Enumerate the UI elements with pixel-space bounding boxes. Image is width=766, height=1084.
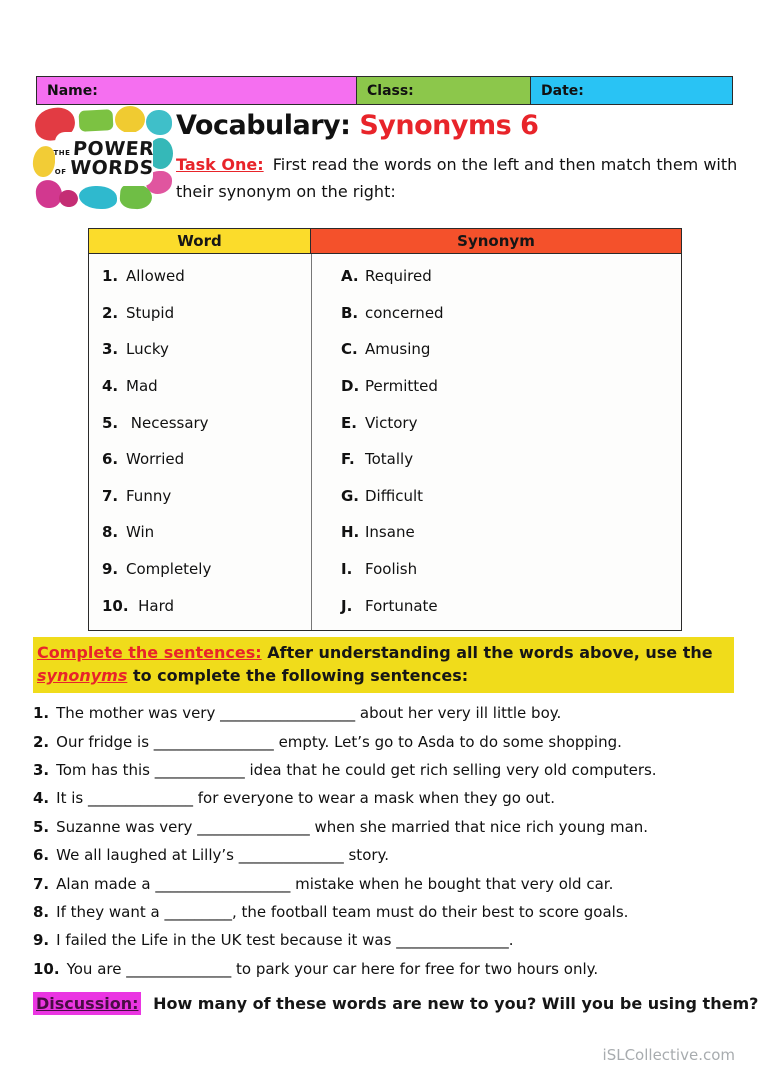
synonym-list	[311, 254, 681, 630]
matching-table	[88, 228, 682, 631]
title-black: Vocabulary:	[176, 110, 351, 141]
task-one-label: Task One:	[176, 155, 264, 174]
logo-blob	[146, 110, 172, 135]
discussion-line	[33, 994, 758, 1013]
name-label: Name:	[47, 82, 98, 99]
logo-blob	[78, 109, 113, 132]
synonym-item: D. Permitted	[341, 377, 438, 396]
sentence-item: 9. I failed the Life in the UK test because it was _______________.	[33, 931, 514, 950]
sentence-list	[33, 699, 753, 983]
date-field[interactable]	[530, 76, 733, 105]
title-red: Synonyms 6	[359, 110, 539, 141]
page-title	[176, 110, 758, 141]
word-item: 3. Lucky	[102, 340, 169, 359]
sentence-item: 1. The mother was very __________________ about her very ill little boy.	[33, 704, 562, 723]
word-item: 7. Funny	[102, 486, 172, 505]
task-one-instruction	[176, 151, 758, 205]
sentence-text: I failed the Life in the UK test because it was _______________.	[56, 931, 514, 950]
title-block	[176, 110, 758, 205]
instruction-text-before: After understanding all the words above, use the	[267, 643, 713, 662]
student-info-fields	[36, 76, 733, 105]
discussion-text: How many of these words are new to you? Will you be using them?	[153, 994, 759, 1013]
sentence-text: Alan made a __________________ mistake when he bought that very old car.	[56, 874, 614, 893]
word-item: 8. Win	[102, 523, 155, 542]
sentence-text: The mother was very __________________ about her very ill little boy.	[56, 704, 562, 723]
discussion-label: Discussion:	[33, 992, 141, 1015]
synonym-column-header: Synonym	[311, 229, 681, 253]
islcollective-watermark: iSLCollective.com	[602, 1046, 735, 1064]
synonym-item: H. Insane	[341, 523, 415, 542]
synonym-item: C. Amusing	[341, 340, 431, 359]
synonym-item: A. Required	[341, 267, 432, 286]
synonym-item: I. Foolish	[341, 560, 418, 579]
power-of-words-logo	[33, 106, 173, 210]
sentence-text: You are ______________ to park your car here for free for two hours only.	[66, 959, 599, 978]
word-item: 4. Mad	[102, 377, 158, 396]
sentence-item: 2. Our fridge is ________________ empty. Let’s go to Asda to do some shopping.	[33, 732, 622, 751]
word-column-header: Word	[89, 229, 311, 253]
sentence-item: 3. Tom has this ____________ idea that he could get rich selling very old computers.	[33, 760, 657, 779]
word-item: 5. Necessary	[102, 413, 209, 432]
table-body	[89, 254, 681, 630]
logo-text	[53, 132, 156, 186]
sentence-item: 4. It is ______________ for everyone to wear a mask when they go out.	[33, 789, 556, 808]
sentence-text: We all laughed at Lilly’s ______________ story.	[56, 846, 390, 865]
synonym-item: B. concerned	[341, 303, 444, 322]
class-label: Class:	[367, 82, 414, 99]
sentence-text: Our fridge is ________________ empty. Let’s go to Asda to do some shopping.	[56, 732, 622, 751]
logo-the: THE	[53, 149, 71, 157]
sentence-item: 5. Suzanne was very _______________ when she married that nice rich young man.	[33, 817, 649, 836]
logo-of: OF	[54, 168, 67, 176]
word-item: 6. Worried	[102, 450, 185, 469]
word-item: 9. Completely	[102, 560, 212, 579]
word-item: 1. Allowed	[102, 267, 185, 286]
synonym-item: G. Difficult	[341, 486, 424, 505]
instruction-text-after: to complete the following sentences:	[132, 666, 469, 685]
word-item: 10. Hard	[102, 596, 175, 615]
sentence-text: If they want a _________, the football team must do their best to score goals.	[56, 902, 629, 921]
synonym-item: E. Victory	[341, 413, 418, 432]
complete-sentences-instruction	[33, 637, 734, 693]
sentence-text: Suzanne was very _______________ when she married that nice rich young man.	[56, 817, 649, 836]
word-item: 2. Stupid	[102, 303, 175, 322]
date-label: Date:	[541, 82, 584, 99]
word-list	[89, 254, 311, 630]
table-header-row	[89, 229, 681, 254]
sentence-text: It is ______________ for everyone to wear a mask when they go out.	[56, 789, 556, 808]
class-field[interactable]	[356, 76, 531, 105]
logo-blob	[79, 186, 117, 209]
logo-blob	[58, 188, 80, 208]
synonyms-emphasis: synonyms	[37, 666, 128, 685]
synonym-item: F. Totally	[341, 450, 414, 469]
synonym-item: J. Fortunate	[341, 596, 438, 615]
logo-words: WORDS	[68, 157, 155, 179]
sentence-item: 6. We all laughed at Lilly’s ______________ story.	[33, 846, 390, 865]
sentence-item: 10. You are ______________ to park your car here for free for two hours only.	[33, 959, 599, 978]
name-field[interactable]	[36, 76, 357, 105]
sentence-item: 7. Alan made a __________________ mistake when he bought that very old car.	[33, 874, 614, 893]
logo-blob	[115, 106, 145, 133]
task-one-text: First read the words on the left and then match them with their synonym on the right:	[176, 155, 738, 201]
sentence-item: 8. If they want a _________, the football team must do their best to score goals.	[33, 902, 629, 921]
sentence-text: Tom has this ____________ idea that he could get rich selling very old computers.	[56, 760, 657, 779]
complete-sentences-label: Complete the sentences:	[37, 643, 262, 662]
logo-power: POWER	[72, 138, 156, 160]
